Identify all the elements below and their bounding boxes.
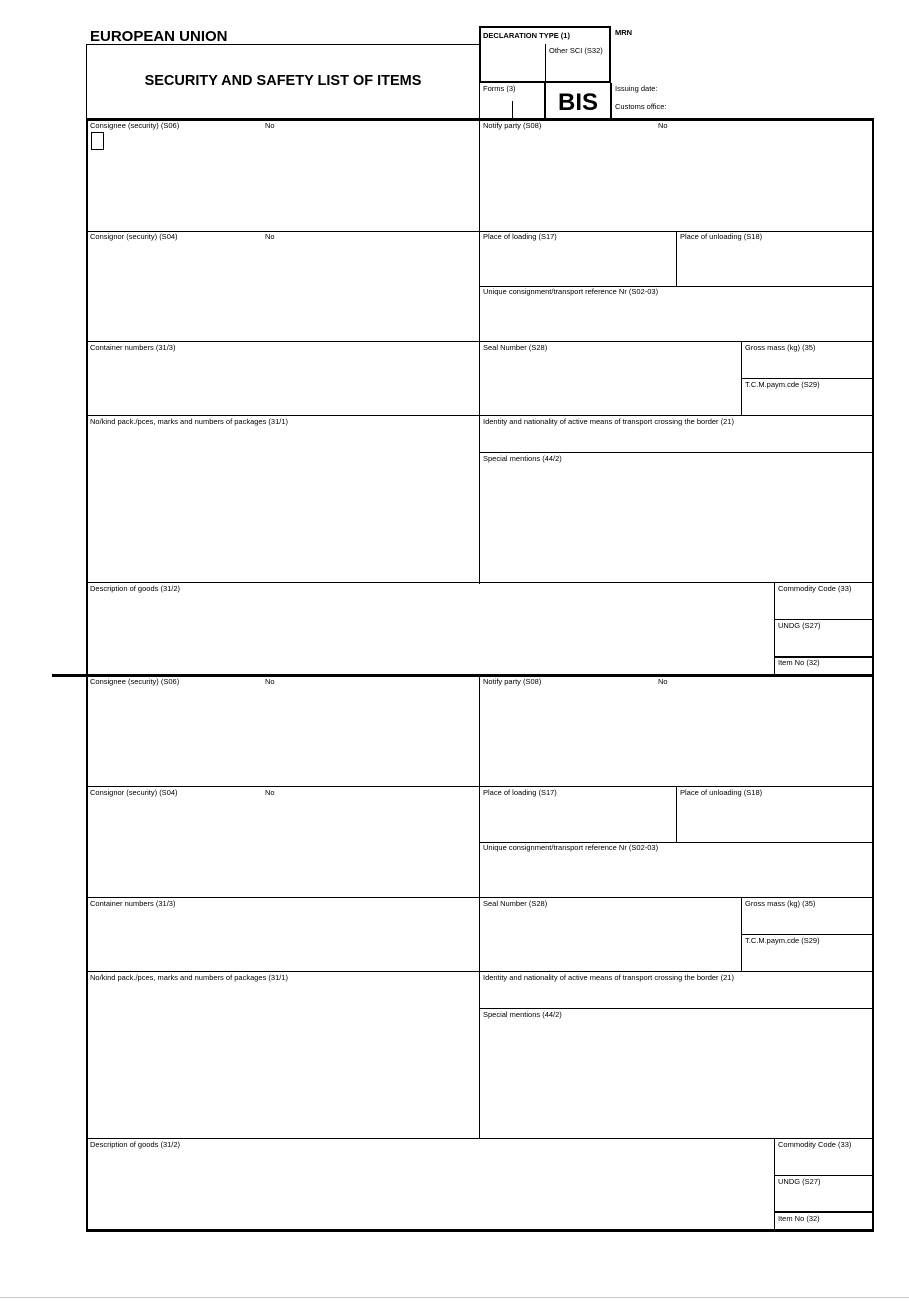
special-mentions-field[interactable] [481, 465, 870, 580]
ucr-label: Unique consignment/transport reference Nr (S02-03) [483, 287, 659, 296]
issuing-date-label: Issuing date: [615, 84, 658, 93]
seal-number-field[interactable] [481, 354, 739, 413]
gross-mass-label: Gross mass (kg) (35) [745, 343, 816, 352]
special-mentions-label: Special mentions (44/2) [483, 454, 562, 463]
consignee-label: Consignee (security) (S06) [90, 677, 180, 686]
other-sci-field[interactable] [546, 58, 609, 81]
consignor-label: Consignor (security) (S04) [90, 232, 178, 241]
special-mentions-field[interactable] [481, 1021, 870, 1136]
forms-field[interactable] [481, 95, 543, 118]
identity-transport-label: Identity and nationality of active means of transport crossing the border (21) [483, 973, 734, 982]
ucr-field[interactable] [481, 298, 870, 339]
gross-mass-label: Gross mass (kg) (35) [745, 899, 816, 908]
commodity-code-label: Commodity Code (33) [778, 584, 852, 593]
packages-label: No/kind pack./pces, marks and numbers of packages (31/1) [90, 973, 289, 982]
notify-party-field[interactable] [481, 131, 870, 229]
consignor-no-label: No [265, 788, 275, 797]
notify-party-field[interactable] [481, 688, 870, 784]
packages-field[interactable] [89, 984, 477, 1136]
packages-field[interactable] [89, 428, 477, 580]
page-bottom-rule [0, 1297, 909, 1298]
identity-transport-field[interactable] [481, 984, 870, 1006]
place-of-loading-field[interactable] [481, 243, 674, 284]
consignor-label: Consignor (security) (S04) [90, 788, 178, 797]
consignee-no-label: No [265, 121, 275, 130]
consignee-label: Consignee (security) (S06) [90, 121, 180, 130]
notify-party-no-label: No [658, 677, 668, 686]
place-of-loading-label: Place of loading (S17) [483, 788, 557, 797]
place-of-unloading-label: Place of unloading (S18) [680, 788, 763, 797]
gross-mass-field[interactable] [743, 910, 870, 932]
mrn-field[interactable] [615, 38, 865, 78]
mrn-label: MRN [615, 28, 633, 37]
place-of-unloading-label: Place of unloading (S18) [680, 232, 763, 241]
identity-transport-label: Identity and nationality of active means of transport crossing the border (21) [483, 417, 734, 426]
undg-label: UNDG (S27) [778, 1177, 821, 1186]
bis-mark: BIS [557, 89, 598, 116]
place-of-loading-field[interactable] [481, 799, 674, 840]
gross-mass-field[interactable] [743, 354, 870, 376]
container-numbers-field[interactable] [89, 354, 477, 413]
ucr-field[interactable] [481, 854, 870, 895]
undg-field[interactable] [776, 1188, 870, 1209]
consignor-no-label: No [265, 232, 275, 241]
commodity-code-label: Commodity Code (33) [778, 1140, 852, 1149]
seal-number-field[interactable] [481, 910, 739, 969]
item-no-label: Item No (32) [778, 1214, 820, 1223]
place-of-loading-label: Place of loading (S17) [483, 232, 557, 241]
form-title: SECURITY AND SAFETY LIST OF ITEMS [144, 73, 422, 89]
customs-office-label: Customs office: [615, 102, 667, 111]
notify-party-label: Notify party (S08) [483, 121, 542, 130]
undg-label: UNDG (S27) [778, 621, 821, 630]
place-of-unloading-field[interactable] [678, 799, 870, 840]
other-sci-label: Other SCI (S32) [549, 46, 603, 55]
description-of-goods-label: Description of goods (31/2) [90, 584, 181, 593]
tcm-field[interactable] [743, 947, 870, 969]
commodity-code-field[interactable] [776, 595, 870, 617]
union-title: EUROPEAN UNION [90, 28, 228, 45]
seal-number-label: Seal Number (S28) [483, 343, 548, 352]
tcm-label: T.C.M.paym.cde (S29) [745, 936, 820, 945]
consignee-field[interactable] [89, 688, 477, 784]
tcm-label: T.C.M.paym.cde (S29) [745, 380, 820, 389]
notify-party-no-label: No [658, 121, 668, 130]
consignee-field[interactable] [104, 131, 477, 229]
description-of-goods-label: Description of goods (31/2) [90, 1140, 181, 1149]
identity-transport-field[interactable] [481, 428, 870, 450]
ucr-label: Unique consignment/transport reference Nr (S02-03) [483, 843, 659, 852]
undg-field[interactable] [776, 632, 870, 654]
description-of-goods-field[interactable] [89, 1151, 772, 1227]
packages-label: No/kind pack./pces, marks and numbers of packages (31/1) [90, 417, 289, 426]
notify-party-label: Notify party (S08) [483, 677, 542, 686]
declaration-type-field[interactable] [481, 44, 544, 81]
forms-label: Forms (3) [483, 84, 516, 93]
consignor-field[interactable] [89, 243, 477, 339]
container-numbers-label: Container numbers (31/3) [90, 899, 176, 908]
description-of-goods-field[interactable] [89, 595, 772, 673]
consignor-field[interactable] [89, 799, 477, 895]
container-numbers-field[interactable] [89, 910, 477, 969]
container-numbers-label: Container numbers (31/3) [90, 343, 176, 352]
special-mentions-label: Special mentions (44/2) [483, 1010, 562, 1019]
item-no-label: Item No (32) [778, 658, 820, 667]
tcm-field[interactable] [743, 391, 870, 413]
declaration-type-label: DECLARATION TYPE (1) [483, 31, 570, 40]
seal-number-label: Seal Number (S28) [483, 899, 548, 908]
consignee-checkbox[interactable] [91, 132, 104, 150]
place-of-unloading-field[interactable] [678, 243, 870, 284]
commodity-code-field[interactable] [776, 1151, 870, 1173]
consignee-no-label: No [265, 677, 275, 686]
